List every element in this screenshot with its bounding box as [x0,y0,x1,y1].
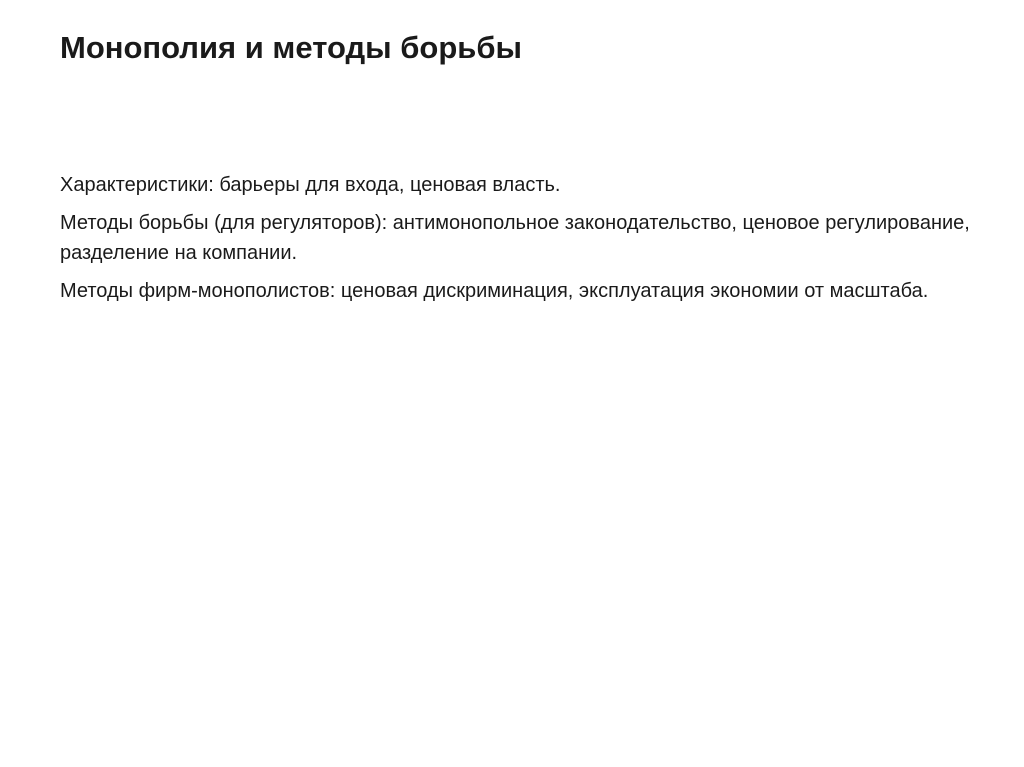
paragraph-characteristics: Характеристики: барьеры для входа, ценовая власть. [60,174,561,196]
paragraph-regulator-methods: Методы борьбы (для регуляторов): антимонопольное законодательство, ценовое регулирование, разделение на компании. [60,212,970,264]
slide-title: Монополия и методы борьбы [60,30,522,65]
slide-body [60,170,970,314]
paragraph-monopolist-methods: Методы фирм-монополистов: ценовая дискриминация, эксплуатация экономии от масштаба. [60,280,929,302]
